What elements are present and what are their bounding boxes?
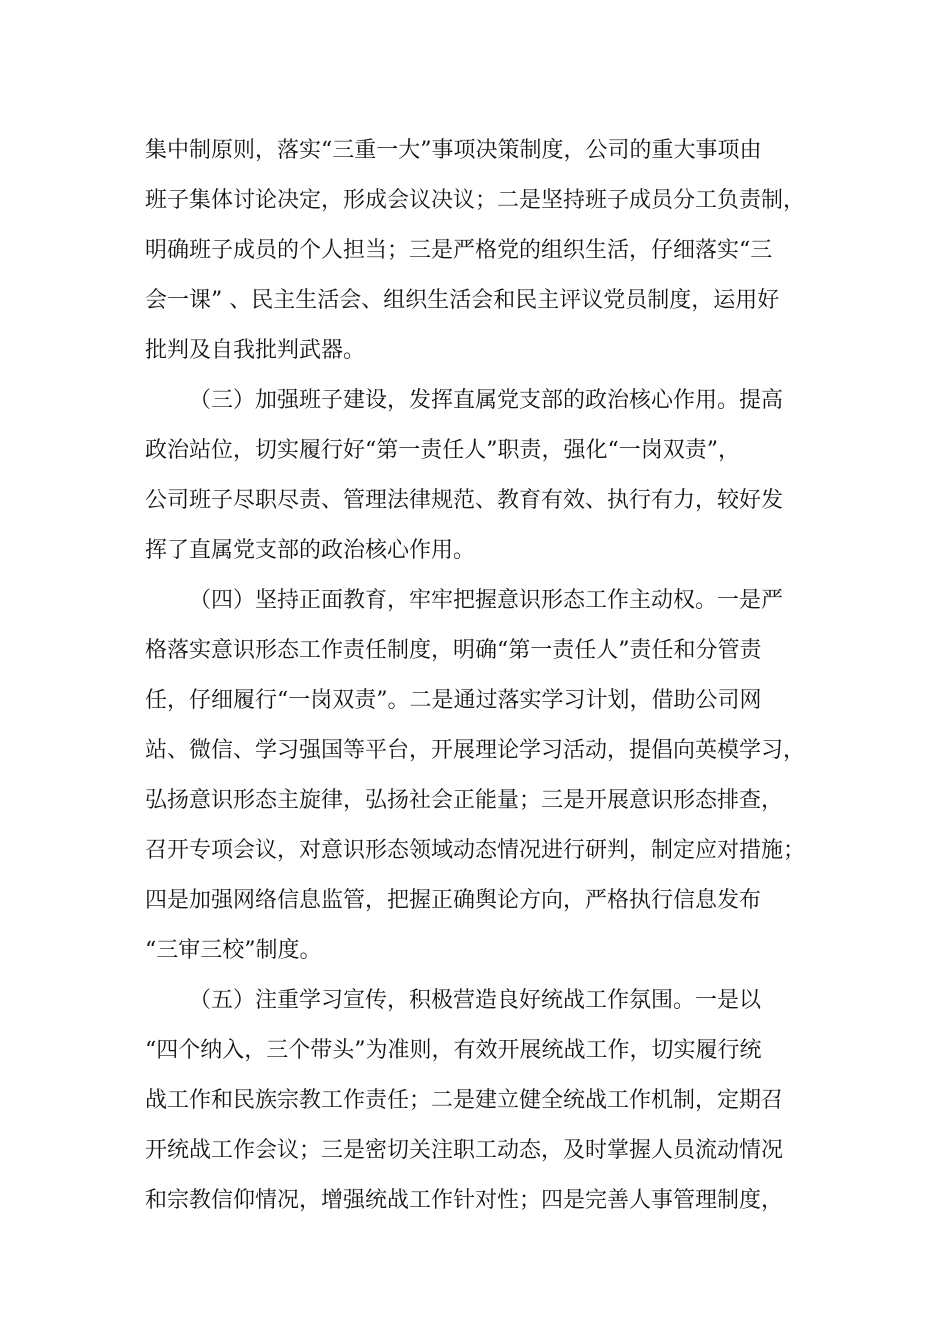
section-heading-line: （三）加强班子建设，发挥直属党支部的政治核心作用。提高 bbox=[189, 388, 784, 413]
text-line: 开统战工作会议；三是密切关注职工动态，及时掌握人员流动情况 bbox=[145, 1138, 784, 1163]
text-line: 挥了直属党支部的政治核心作用。 bbox=[145, 538, 476, 563]
text-line: 批判及自我批判武器。 bbox=[145, 338, 366, 363]
text-line: 四是加强网络信息监管，把握正确舆论方向，严格执行信息发布 bbox=[145, 888, 762, 913]
text-line: 和宗教信仰情况，增强统战工作针对性；四是完善人事管理制度， bbox=[145, 1188, 784, 1213]
text-line: 站、微信、学习强国等平台，开展理论学习活动，提倡向英模学习， bbox=[145, 738, 806, 763]
text-line: 会一课” 、民主生活会、组织生活会和民主评议党员制度，运用好 bbox=[145, 288, 780, 313]
section-heading-line: （四）坚持正面教育，牢牢把握意识形态工作主动权。一是严 bbox=[189, 588, 784, 613]
text-line: 任，仔细履行“一岗双责”。二是通过落实学习计划，借助公司网 bbox=[145, 688, 762, 713]
text-line: 明确班子成员的个人担当；三是严格党的组织生活，仔细落实“三 bbox=[145, 238, 773, 263]
text-line: 战工作和民族宗教工作责任；二是建立健全统战工作机制，定期召 bbox=[145, 1088, 784, 1113]
text-line: “三审三校”制度。 bbox=[145, 938, 322, 963]
text-line: 班子集体讨论决定，形成会议决议；二是坚持班子成员分工负责制， bbox=[145, 188, 806, 213]
text-line: 公司班子尽职尽责、管理法律规范、教育有效、执行有力，较好发 bbox=[145, 488, 784, 513]
text-line: 集中制原则，落实“三重一大”事项决策制度，公司的重大事项由 bbox=[145, 138, 762, 163]
text-line: 召开专项会议，对意识形态领域动态情况进行研判，制定应对措施； bbox=[145, 838, 806, 863]
text-line: 格落实意识形态工作责任制度，明确“第一责任人”责任和分管责 bbox=[145, 638, 762, 663]
text-line: “四个纳入，三个带头”为准则，有效开展统战工作，切实履行统 bbox=[145, 1038, 762, 1063]
text-line: 政治站位，切实履行好“第一责任人”职责，强化“一岗双责”， bbox=[145, 438, 740, 463]
text-line: 弘扬意识形态主旋律，弘扬社会正能量；三是开展意识形态排查， bbox=[145, 788, 784, 813]
section-heading-line: （五）注重学习宣传，积极营造良好统战工作氛围。一是以 bbox=[189, 988, 762, 1013]
